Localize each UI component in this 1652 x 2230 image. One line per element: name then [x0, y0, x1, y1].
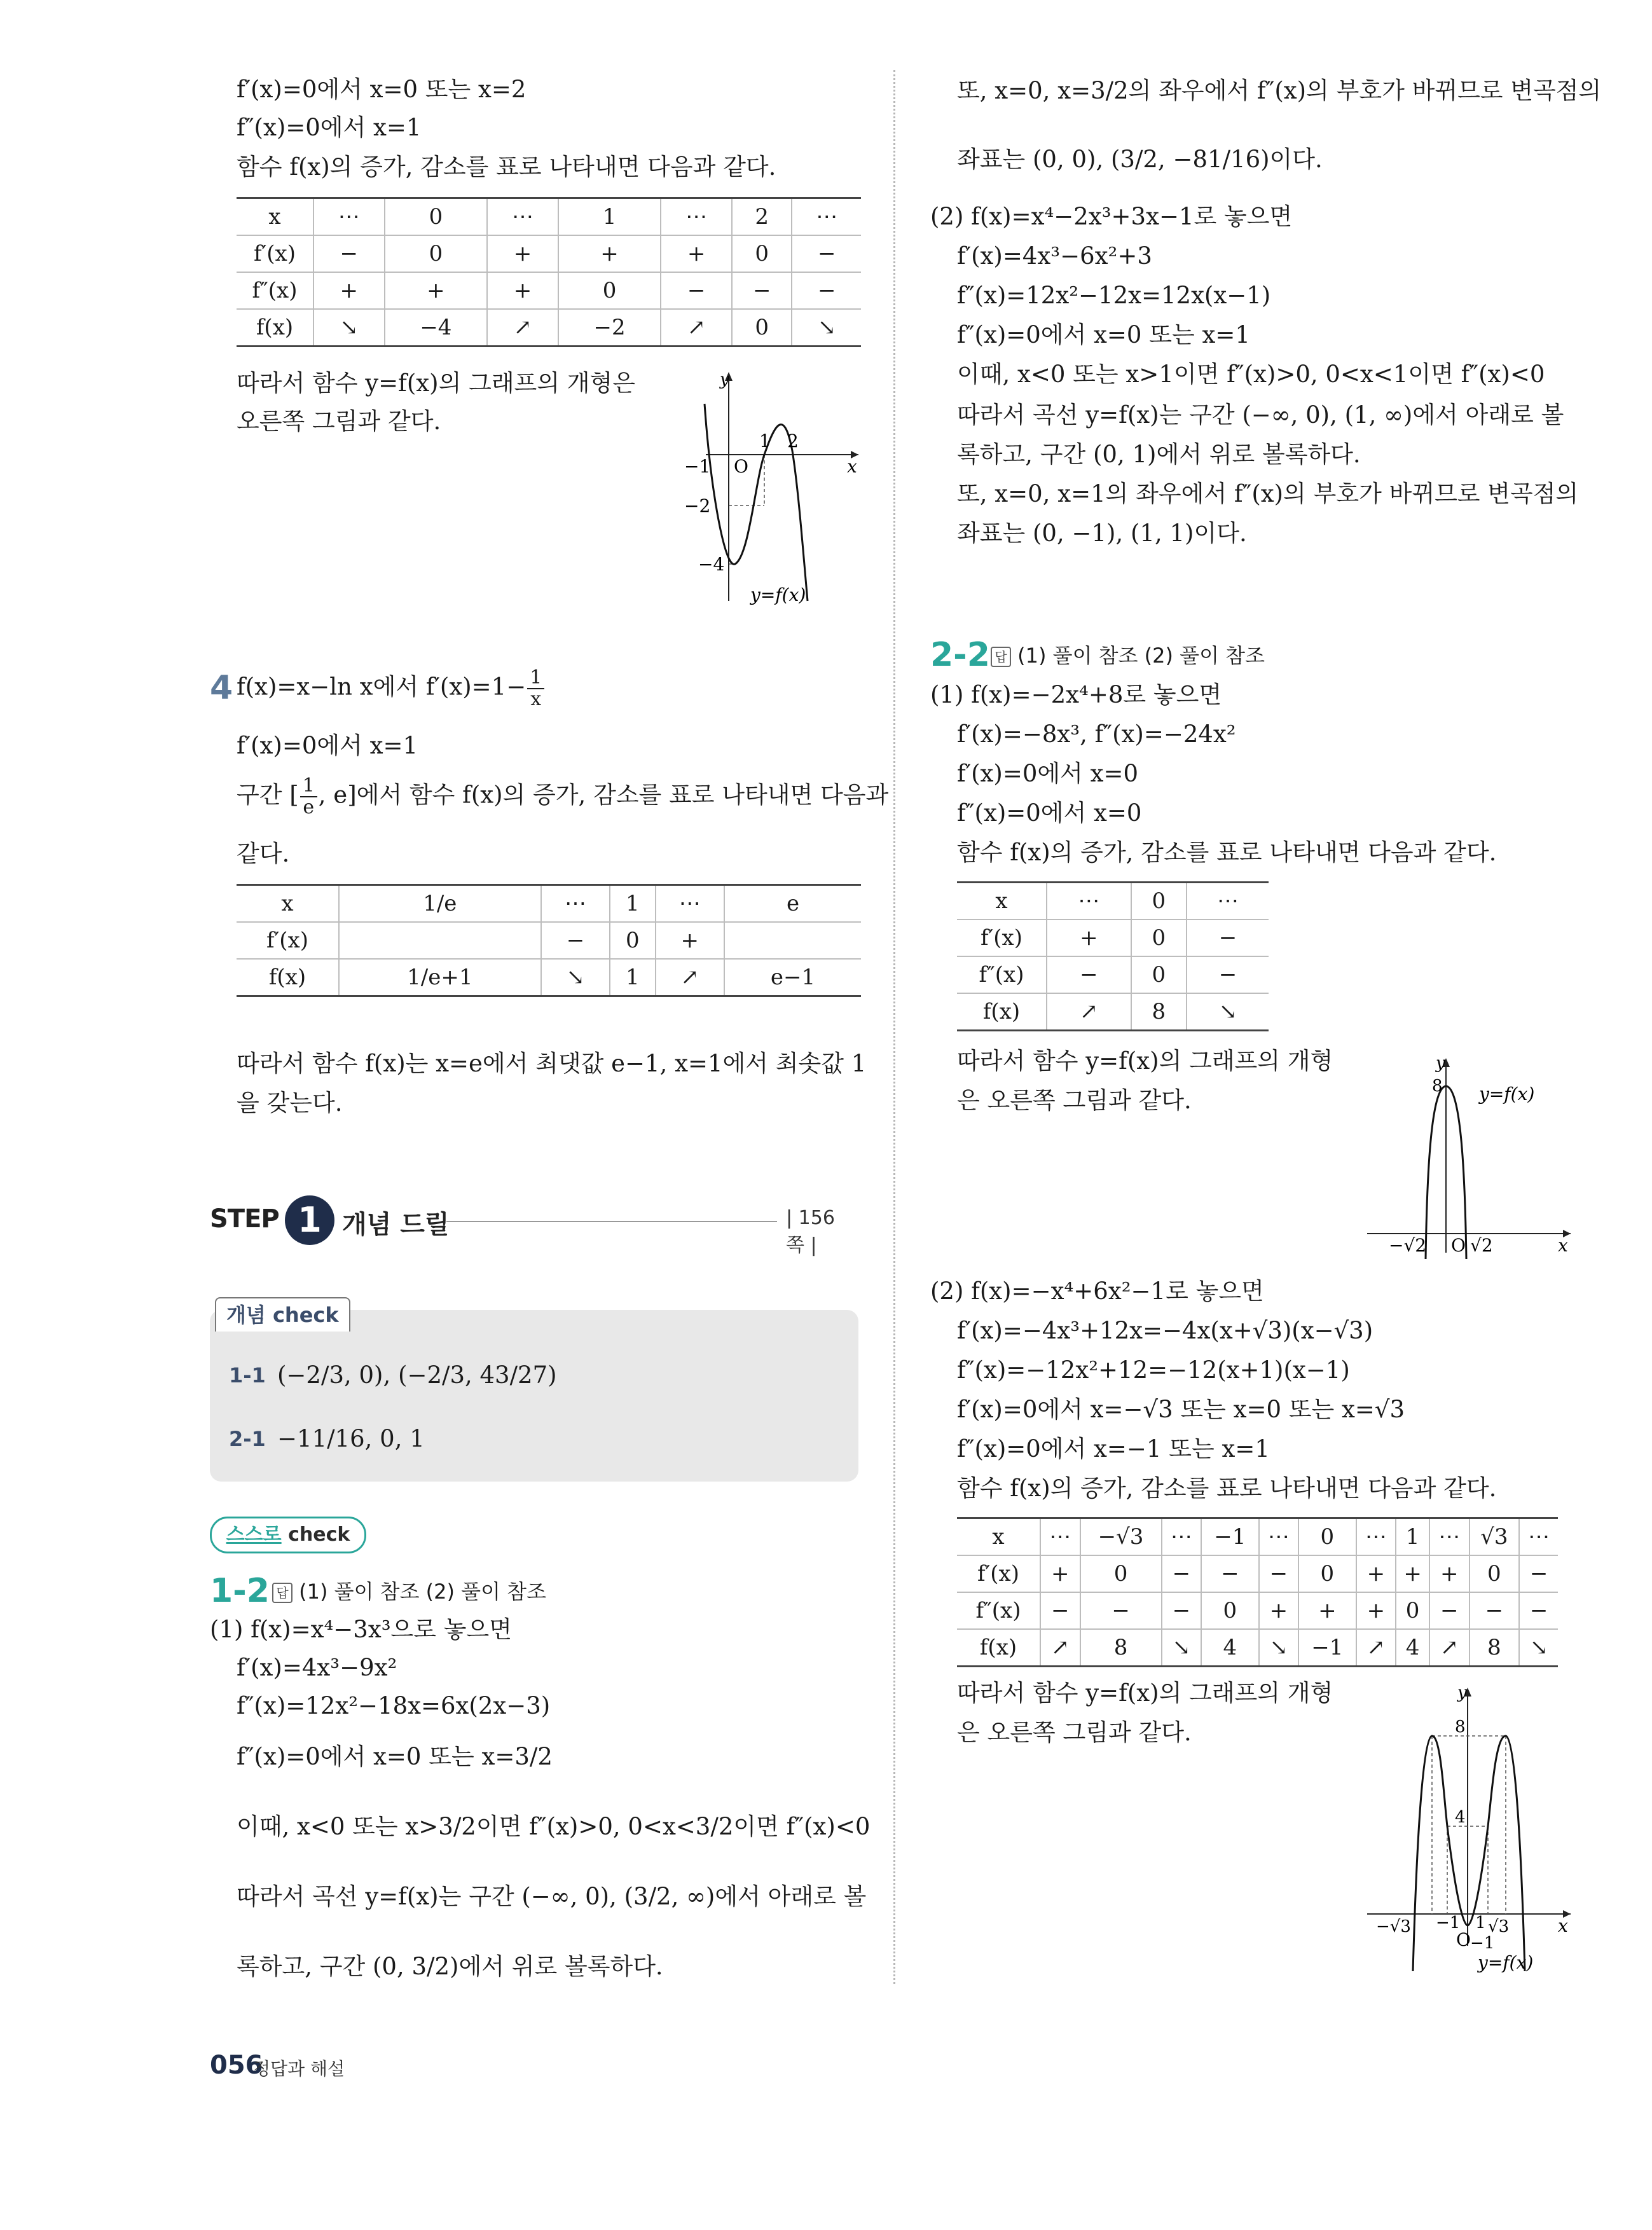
graph1-y: y [720, 370, 729, 389]
graph3-o: O [1456, 1929, 1471, 1950]
table-cell: f′(x) [237, 235, 313, 272]
table-cell: − [732, 272, 792, 309]
table-cell: ↗ [656, 959, 725, 996]
table-cell: ↘ [1162, 1629, 1202, 1667]
table-header-cell: ⋯ [1040, 1518, 1080, 1556]
p22-line-4: f″(x)=0에서 x=0 [957, 799, 1142, 827]
graph1-m2: −2 [684, 495, 711, 516]
table-cell: − [1201, 1555, 1258, 1592]
concept-check-box [210, 1310, 858, 1482]
table-cell: ↘ [792, 309, 861, 347]
table-header-cell: ⋯ [656, 885, 725, 923]
p22-m-line-6: 함수 f(x)의 증가, 감소를 표로 나타내면 다음과 같다. [957, 1475, 1497, 1502]
graph2-fn: y=f(x) [1479, 1084, 1535, 1105]
table-cell: − [1470, 1592, 1520, 1629]
table-row [957, 1518, 1558, 1556]
table-cell: + [656, 922, 725, 959]
table-row [237, 959, 861, 996]
left-line-3: 함수 f(x)의 증가, 감소를 표로 나타내면 다음과 같다. [237, 153, 776, 181]
table-cell: + [661, 235, 732, 272]
graph3-four: 4 [1455, 1808, 1466, 1827]
graph3-n1: −1 [1436, 1913, 1461, 1932]
graph1-t1: 1 [759, 430, 771, 451]
table-cell: − [1047, 956, 1131, 993]
table-row [957, 993, 1269, 1031]
table-header-cell: ⋯ [1047, 883, 1131, 920]
table-cell: f′(x) [957, 919, 1047, 956]
p4-line-5: 따라서 함수 f(x)는 x=e에서 최댓값 e−1, x=1에서 최솟값 1 [237, 1050, 867, 1077]
p22-m-line-2: f′(x)=−4x³+12x=−4x(x+√3)(x−√3) [957, 1317, 1373, 1344]
table-cell: + [487, 272, 558, 309]
table-cell: − [1162, 1555, 1202, 1592]
step-page: | 156쪽 | [786, 1207, 835, 1256]
table-cell: ↘ [541, 959, 610, 996]
table-row [957, 1592, 1558, 1629]
table-cell: + [1259, 1592, 1299, 1629]
table-cell: + [1429, 1555, 1470, 1592]
table-cell: 0 [558, 272, 661, 309]
table-cell: ↗ [1356, 1629, 1396, 1667]
table-cell: −2 [558, 309, 661, 347]
table-cell: 0 [1080, 1555, 1162, 1592]
table-cell: 0 [1201, 1592, 1258, 1629]
table-cell: ↗ [1047, 993, 1131, 1031]
table-cell: 0 [1396, 1592, 1429, 1629]
table-header-cell: 1/e [339, 885, 541, 923]
table-cell: f″(x) [957, 1592, 1040, 1629]
p4-line-4: 같다. [237, 840, 290, 867]
table-cell: 8 [1131, 993, 1187, 1031]
table-header-cell: 0 [385, 198, 488, 236]
p22-m-line-3: f″(x)=−12x²+12=−12(x+1)(x−1) [957, 1356, 1350, 1384]
table-row [957, 1555, 1558, 1592]
table-cell: −1 [1298, 1629, 1356, 1667]
table-row [237, 235, 861, 272]
table-cell: − [1187, 919, 1269, 956]
table-row [237, 885, 861, 923]
p22-m-line-1: (2) f(x)=−x⁴+6x²−1로 놓으면 [930, 1277, 1264, 1305]
table-header-cell: −√3 [1080, 1518, 1162, 1556]
p22-line-7: 은 오른쪽 그림과 같다. [957, 1087, 1192, 1114]
concept-answer-2: −11/16, 0, 1 [277, 1425, 425, 1452]
concept-answer-1: (−2/3, 0), (−2/3, 43/27) [277, 1361, 557, 1389]
table-cell: −4 [385, 309, 488, 347]
table-cell: + [1298, 1592, 1356, 1629]
table-cell: − [1519, 1555, 1558, 1592]
table-cell: − [1519, 1592, 1558, 1629]
table-header-cell: ⋯ [792, 198, 861, 236]
column-divider [893, 70, 895, 1984]
step-label: STEP [210, 1204, 279, 1234]
graph3-y: y [1457, 1683, 1467, 1702]
table-cell: f′(x) [237, 922, 339, 959]
self-check-badge: 스스로 check [210, 1517, 366, 1553]
p4-line-3: 구간 [ $\frac{1}{e}$ , e]에서 함수 f(x)의 증가, 감소를 표로 나타내면 다음과 [237, 774, 889, 818]
right-line-11: 좌표는 (0, −1), (1, 1)이다. [957, 520, 1247, 547]
table-header-cell: ⋯ [1162, 1518, 1202, 1556]
table-cell: 0 [1470, 1555, 1520, 1592]
graph3-pr3: √3 [1488, 1917, 1510, 1936]
graph1-o: O [734, 456, 748, 477]
table-header-cell: x [237, 885, 339, 923]
problem-1-2-number: 1-2 [210, 1572, 270, 1610]
table-cell: − [661, 272, 732, 309]
table-cell: ↗ [1040, 1629, 1080, 1667]
table-2 [237, 884, 861, 997]
table-header-cell: 0 [1298, 1518, 1356, 1556]
right-line-5: f″(x)=12x²−12x=12x(x−1) [957, 282, 1271, 309]
graph3-m1: −1 [1470, 1934, 1495, 1953]
table-cell: 1 [610, 959, 655, 996]
right-line-8: 따라서 곡선 y=f(x)는 구간 (−∞, 0), (1, ∞)에서 아래로 볼 [957, 401, 1564, 429]
problem-4-number: 4 [210, 669, 233, 707]
p4-line-1: f(x)=x−ln x에서 f′(x)=1− $\frac{1}{x}$ [237, 668, 546, 710]
step-rule [446, 1221, 777, 1222]
graph-2 [1361, 1049, 1577, 1259]
table-cell: − [1162, 1592, 1202, 1629]
right-line-1: 또, x=0, x=3/2의 좌우에서 f″(x)의 부호가 바뀌므로 변곡점의 [957, 77, 1602, 104]
table-cell: 8 [1470, 1629, 1520, 1667]
p22-m-line-5: f″(x)=0에서 x=−1 또는 x=1 [957, 1435, 1270, 1463]
table-cell: − [313, 235, 385, 272]
table-cell: 0 [610, 922, 655, 959]
concept-answer-1-label: 1-1 [229, 1363, 266, 1387]
table-cell: 0 [1298, 1555, 1356, 1592]
table-header-cell: ⋯ [1356, 1518, 1396, 1556]
table-cell: 8 [1080, 1629, 1162, 1667]
table-cell: ↗ [1429, 1629, 1470, 1667]
table-header-cell: ⋯ [1429, 1518, 1470, 1556]
table-header-cell: √3 [1470, 1518, 1520, 1556]
graph1-t2: 2 [787, 430, 799, 451]
p12-line-5: 이때, x<0 또는 x>3/2이면 f″(x)>0, 0<x<3/2이면 f″(x)<0 [237, 1813, 871, 1840]
table-cell: + [487, 235, 558, 272]
table-cell: − [541, 922, 610, 959]
table-cell: + [558, 235, 661, 272]
table-cell: f″(x) [957, 956, 1047, 993]
graph3-p1: 1 [1475, 1913, 1486, 1932]
p12-line-3: f″(x)=12x²−18x=6x(2x−3) [237, 1692, 551, 1719]
table-header-cell: 0 [1131, 883, 1187, 920]
step-title: 개념 드릴 [342, 1210, 450, 1239]
graph3-eight: 8 [1455, 1717, 1466, 1737]
table-row [237, 272, 861, 309]
table-cell: − [1080, 1592, 1162, 1629]
table-cell: − [1429, 1592, 1470, 1629]
table-header-cell: ⋯ [661, 198, 732, 236]
table-cell: + [1047, 919, 1131, 956]
table-cell: f(x) [957, 1629, 1040, 1667]
table-row [957, 919, 1269, 956]
p22-line-1: (1) f(x)=−2x⁴+8로 놓으면 [930, 681, 1222, 708]
table-cell: + [1356, 1555, 1396, 1592]
concept-check-tab: 개념 check [215, 1297, 350, 1332]
graph2-eight: 8 [1432, 1077, 1443, 1096]
table-1 [237, 197, 861, 347]
p12-line-6: 따라서 곡선 y=f(x)는 구간 (−∞, 0), (3/2, ∞)에서 아래로 볼 [237, 1883, 867, 1910]
table-row [957, 1629, 1558, 1667]
table-cell: + [313, 272, 385, 309]
right-line-3: (2) f(x)=x⁴−2x³+3x−1로 놓으면 [930, 203, 1293, 230]
table-cell: + [1396, 1555, 1429, 1592]
table-header-cell: ⋯ [1259, 1518, 1299, 1556]
table-cell: f(x) [957, 993, 1047, 1031]
page-number: 056 [210, 2051, 263, 2080]
step-header [210, 1195, 852, 1256]
graph3-fn: y=f(x) [1478, 1952, 1534, 1973]
p22-line-2: f′(x)=−8x³, f″(x)=−24x² [957, 720, 1236, 748]
p4-line-2: f′(x)=0에서 x=1 [237, 732, 418, 759]
graph1-x: x [847, 456, 857, 477]
table-header-cell: x [957, 1518, 1040, 1556]
graph1-fn: y=f(x) [750, 584, 806, 605]
table-cell [724, 922, 861, 959]
table-header-cell: ⋯ [1187, 883, 1269, 920]
table-cell: 0 [1131, 919, 1187, 956]
table-row [237, 922, 861, 959]
table-header-cell: ⋯ [1519, 1518, 1558, 1556]
table-cell: 4 [1396, 1629, 1429, 1667]
right-line-9: 록하고, 구간 (0, 1)에서 위로 볼록하다. [957, 441, 1361, 468]
problem-2-2-answer: 답 (1) 풀이 참조 (2) 풀이 참조 [991, 641, 1265, 670]
graph-1 [668, 366, 865, 610]
table-cell: 1/e+1 [339, 959, 541, 996]
graph2-o: O [1451, 1235, 1466, 1256]
table-header-cell: −1 [1201, 1518, 1258, 1556]
p22-line-5: 함수 f(x)의 증가, 감소를 표로 나타내면 다음과 같다. [957, 839, 1497, 866]
table-row [237, 309, 861, 347]
table-cell: f″(x) [237, 272, 313, 309]
right-line-6: f″(x)=0에서 x=0 또는 x=1 [957, 321, 1250, 348]
table-header-cell: x [957, 883, 1047, 920]
table-cell: 0 [1131, 956, 1187, 993]
table-cell: ↘ [1259, 1629, 1299, 1667]
graph1-m4: −4 [698, 554, 725, 575]
table-cell: 4 [1201, 1629, 1258, 1667]
table-cell: 0 [385, 235, 488, 272]
graph-3 [1361, 1679, 1577, 1978]
table-cell: − [1187, 956, 1269, 993]
table-header-cell: ⋯ [487, 198, 558, 236]
left-line-1: f′(x)=0에서 x=0 또는 x=2 [237, 76, 527, 103]
table-cell: f(x) [237, 959, 339, 996]
footer-title: 정답과 해설 [253, 2058, 345, 2079]
graph3-nr3: −√3 [1376, 1917, 1411, 1936]
table-cell: + [1356, 1592, 1396, 1629]
table-header-cell: 1 [610, 885, 655, 923]
table-header-cell: e [724, 885, 861, 923]
p12-line-2: f′(x)=4x³−9x² [237, 1654, 397, 1681]
table-cell: 0 [732, 235, 792, 272]
table-header-cell: 2 [732, 198, 792, 236]
step-number: 1 [285, 1195, 334, 1245]
graph2-pl: √2 [1470, 1235, 1493, 1256]
table-header-cell: 1 [1396, 1518, 1429, 1556]
left-line-2: f″(x)=0에서 x=1 [237, 114, 422, 141]
p4-line-6: 을 갖는다. [237, 1089, 343, 1117]
graph2-y: y [1436, 1054, 1445, 1073]
table-cell: − [1259, 1555, 1299, 1592]
table-cell: ↘ [313, 309, 385, 347]
table-cell: 0 [732, 309, 792, 347]
table-cell: + [385, 272, 488, 309]
table-cell: + [1040, 1555, 1080, 1592]
table-cell [339, 922, 541, 959]
p12-line-7: 록하고, 구간 (0, 3/2)에서 위로 볼록하다. [237, 1953, 663, 1980]
p22-m-line-4: f′(x)=0에서 x=−√3 또는 x=0 또는 x=√3 [957, 1396, 1405, 1423]
graph2-x: x [1558, 1235, 1568, 1256]
table-cell: ↘ [1519, 1629, 1558, 1667]
table-cell: f′(x) [957, 1555, 1040, 1592]
right-line-7: 이때, x<0 또는 x>1이면 f″(x)>0, 0<x<1이면 f″(x)<0 [957, 361, 1545, 388]
graph1-m1: −1 [684, 456, 711, 477]
right-line-2: 좌표는 (0, 0), (3/2, −81/16)이다. [957, 146, 1323, 173]
table-cell: ↘ [1187, 993, 1269, 1031]
table-cell: − [792, 235, 861, 272]
concept-answer-2-label: 2-1 [229, 1427, 266, 1451]
left-line-4: 따라서 함수 y=f(x)의 그래프의 개형은 [237, 369, 636, 397]
right-line-10: 또, x=0, x=1의 좌우에서 f″(x)의 부호가 바뀌므로 변곡점의 [957, 480, 1579, 507]
graph3-x: x [1558, 1915, 1568, 1936]
table-header-cell: 1 [558, 198, 661, 236]
table-row [957, 883, 1269, 920]
p22-m-line-7: 따라서 함수 y=f(x)의 그래프의 개형 [957, 1679, 1333, 1707]
table-header-cell: ⋯ [313, 198, 385, 236]
p22-m-line-8: 은 오른쪽 그림과 같다. [957, 1719, 1192, 1746]
problem-2-2-number: 2-2 [930, 636, 990, 674]
p12-line-1: (1) f(x)=x⁴−3x³으로 놓으면 [210, 1616, 513, 1643]
table-3 [957, 881, 1269, 1031]
table-4 [957, 1517, 1558, 1667]
table-cell: f(x) [237, 309, 313, 347]
answer-icon: 답 [272, 1583, 293, 1603]
table-row [237, 198, 861, 236]
p22-line-3: f′(x)=0에서 x=0 [957, 760, 1139, 787]
p12-line-4: f″(x)=0에서 x=0 또는 x=3/2 [237, 1743, 553, 1770]
table-header-cell: x [237, 198, 313, 236]
table-cell: e−1 [724, 959, 861, 996]
p22-line-6: 따라서 함수 y=f(x)의 그래프의 개형 [957, 1047, 1333, 1075]
left-line-5: 오른쪽 그림과 같다. [237, 408, 441, 435]
problem-1-2-answer: 답 (1) 풀이 참조 (2) 풀이 참조 [272, 1577, 546, 1606]
table-cell: ↗ [661, 309, 732, 347]
table-row [957, 956, 1269, 993]
answer-icon: 답 [991, 647, 1011, 667]
table-cell: ↗ [487, 309, 558, 347]
table-header-cell: ⋯ [541, 885, 610, 923]
graph2-nl: −√2 [1389, 1235, 1427, 1256]
right-line-4: f′(x)=4x³−6x²+3 [957, 242, 1152, 270]
table-cell: − [792, 272, 861, 309]
table-cell: − [1040, 1592, 1080, 1629]
